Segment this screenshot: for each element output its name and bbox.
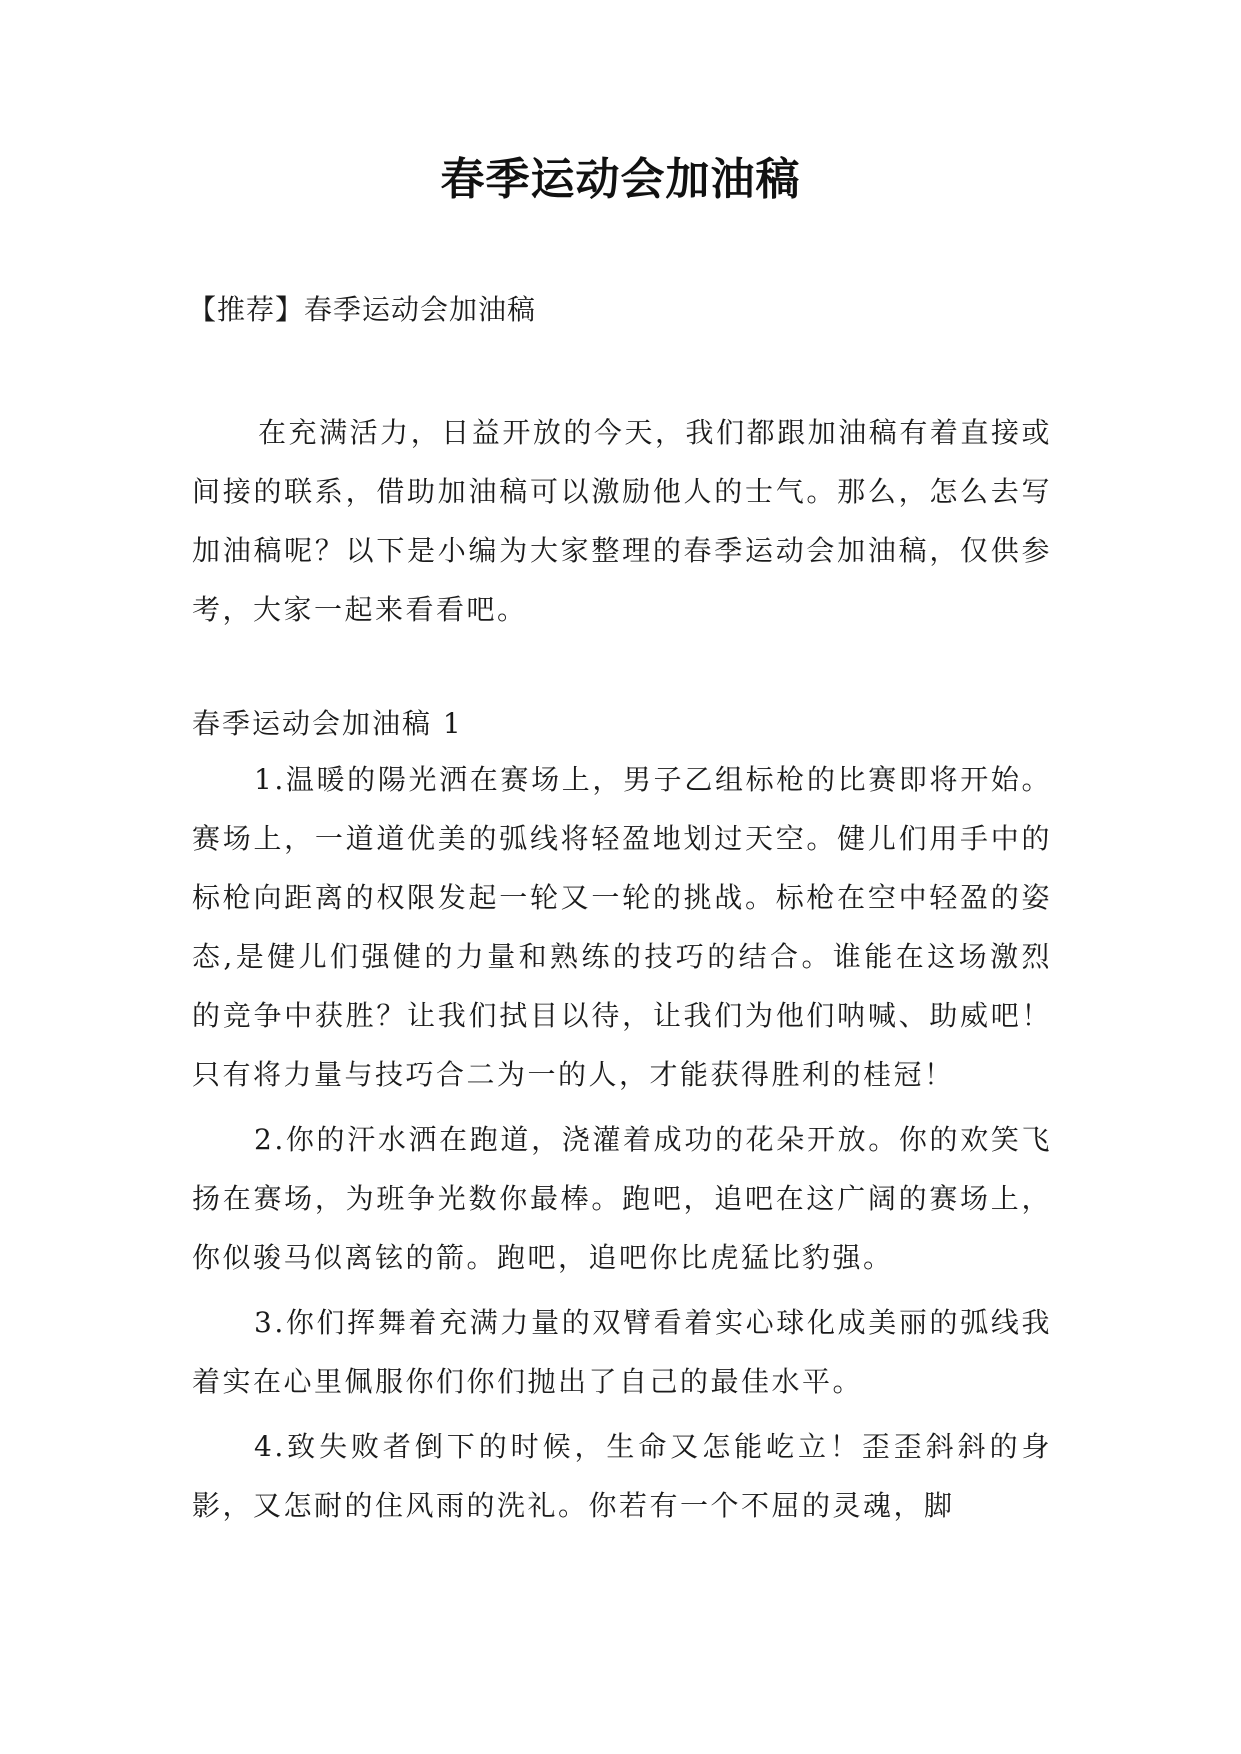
cheer-item-3: 3.你们挥舞着充满力量的双臂看着实心球化成美丽的弧线我着实在心里佩服你们你们抛出了自己的最佳水平。 bbox=[192, 1306, 1052, 1398]
cheer-items-list bbox=[192, 750, 1052, 1541]
cheer-item-4: 4.致失败者倒下的时候，生命又怎能屹立！歪歪斜斜的身影，又怎耐的住风雨的洗礼。你若有一个不屈的灵魂，脚 bbox=[192, 1430, 1052, 1522]
cheer-item-1: 1.温暖的陽光洒在赛场上，男子乙组标枪的比赛即将开始。赛场上，一道道优美的弧线将轻盈地划过天空。健儿们用手中的标枪向距离的权限发起一轮又一轮的挑战。标枪在空中轻盈的姿态,是健儿们强健的力量和熟练的技巧的结合。谁能在这场激烈的竞争中获胜？让我们拭目以待，让我们为他们呐喊、助威吧！只有将力量与技巧合二为一的人，才能获得胜利的桂冠！ bbox=[192, 763, 1052, 1091]
cheer-item-2: 2.你的汗水洒在跑道，浇灌着成功的花朵开放。你的欢笑飞扬在赛场，为班争光数你最棒。跑吧，追吧在这广阔的赛场上，你似骏马似离铉的箭。跑吧，追吧你比虎猛比豹强。 bbox=[192, 1123, 1052, 1274]
section-heading: 春季运动会加油稿 1 bbox=[192, 707, 463, 740]
document-subtitle: 【推荐】春季运动会加油稿 bbox=[188, 293, 537, 326]
intro-paragraph: 在充满活力，日益开放的今天，我们都跟加油稿有着直接或间接的联系，借助加油稿可以激励他人的士气。那么，怎么去写加油稿呢？以下是小编为大家整理的春季运动会加油稿，仅供参考，大家一起来看看吧。 bbox=[192, 416, 1052, 626]
document-title: 春季运动会加油稿 bbox=[440, 154, 801, 205]
